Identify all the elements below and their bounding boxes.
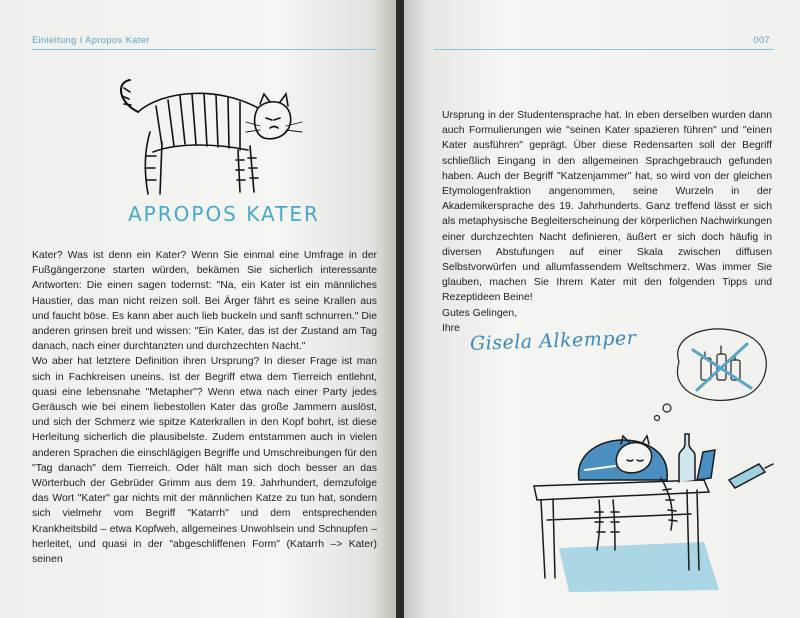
thought-bubble-bottles-icon [639,322,779,422]
closing-line: Gutes Gelingen, [442,308,518,319]
left-body-text [32,248,377,567]
right-page [404,0,800,618]
page-number: 007 [753,35,770,46]
header-section: Einleitung [32,35,77,46]
header-rule-right [434,49,774,50]
running-header-left [32,35,150,46]
right-body-text [442,108,772,306]
striped-cat-icon [108,72,308,202]
book-spine [396,0,404,618]
header-separator: I [79,35,83,46]
sleeping-cat-at-table-icon [529,420,779,595]
left-page [0,0,396,618]
header-rule [32,49,377,50]
right-paragraph-1: Ursprung in der Studentensprache hat. In eben derselben wurden dann auch Formulierungen wie "seinen Kater spazieren führen" und "einen Kater ausführen" geprägt. Über diese Redensarten soll der Begriff schließlich Eingang in den allgemeinen Sprachgebrauch gefunden haben. Auch der Begriff "Katzenjammer" hat, so wird von der gleichen Etymologenfraktion angenommen, seine Wurzeln in der Akademikersprache des 19. Jahrhunderts. Ganz treffend lässt er sich als metaphysische Begleiterscheinung der körperlichen Nachwirkungen einer durchzechten Nacht definieren, äußert er sich doch häufig in diversen Abstufungen auf einer Skala zwischen diffusen Selbstvorwürfen und allumfassendem Weltschmerz. Was immer Sie glauben, machen Sie Ihrem Kater mit den folgenden Tipps und Rezeptideen Beine! [442,110,772,304]
closing-line-2: Ihre [442,323,460,334]
handwritten-signature: Gisela Alkemper [469,327,637,355]
header-title: Apropos Kater [85,35,150,46]
left-paragraph-2: Wo aber hat letztere Definition ihren Ursprung? In dieser Frage ist man sich in Fachkreisen uneins. Ist der Begriff etwa dem Tierreich entlehnt, quasi eine lebensnahe "Metapher"? Wenn etwa nach einer Party jedes Geräusch wie bei einem liebestollen Kater das große Jammern auslöst, und sich der Schmerz wie spitze Katerkrallen in den Kopf bohrt, ist diese Herleitung sicherlich die plausibelste. Zudem entstammen auch in vielen anderen Sprachen die einschlägigen Begriffe und Umschreibungen für den "Tag danach" dem Tierreich. Oder hält man sich doch besser an das Wörterbuch der Gebrüder Grimm aus dem 19. Jahrhundert, demzufolge das Wort "Kater" gar nichts mit der männlichen Katze zu tun hat, sondern sich vielmehr vom Begriff "Katarrh" und dem entsprechenden Krankheitsbild – etwa Kopfweh, allgemeines Unwohlsein und Schnupfen – herleitet, und quasi in der "abgeschliffenen Form" (Katarrh –> Kater) seinen [32,356,377,566]
left-paragraph-1: Kater? Was ist denn ein Kater? Wenn Sie einmal eine Umfrage in der Fußgängerzone starten würden, bekämen Sie sicherlich interessante Antworten: Die einen sagen todernst: "Na, ein Kater ist ein männliches Haustier, das man nicht reizen soll. Bei Ärger fährt es seine Krallen aus und faucht böse. Es kann aber auch lieb buckeln und sanft schnurren." Die anderen grinsen breit und wissen: "Ein Kater, das ist der Zustand am Tag danach, nach einer durchtanzten und durchzechten Nacht." [32,250,377,353]
chapter-title: APROPOS KATER [128,202,320,226]
